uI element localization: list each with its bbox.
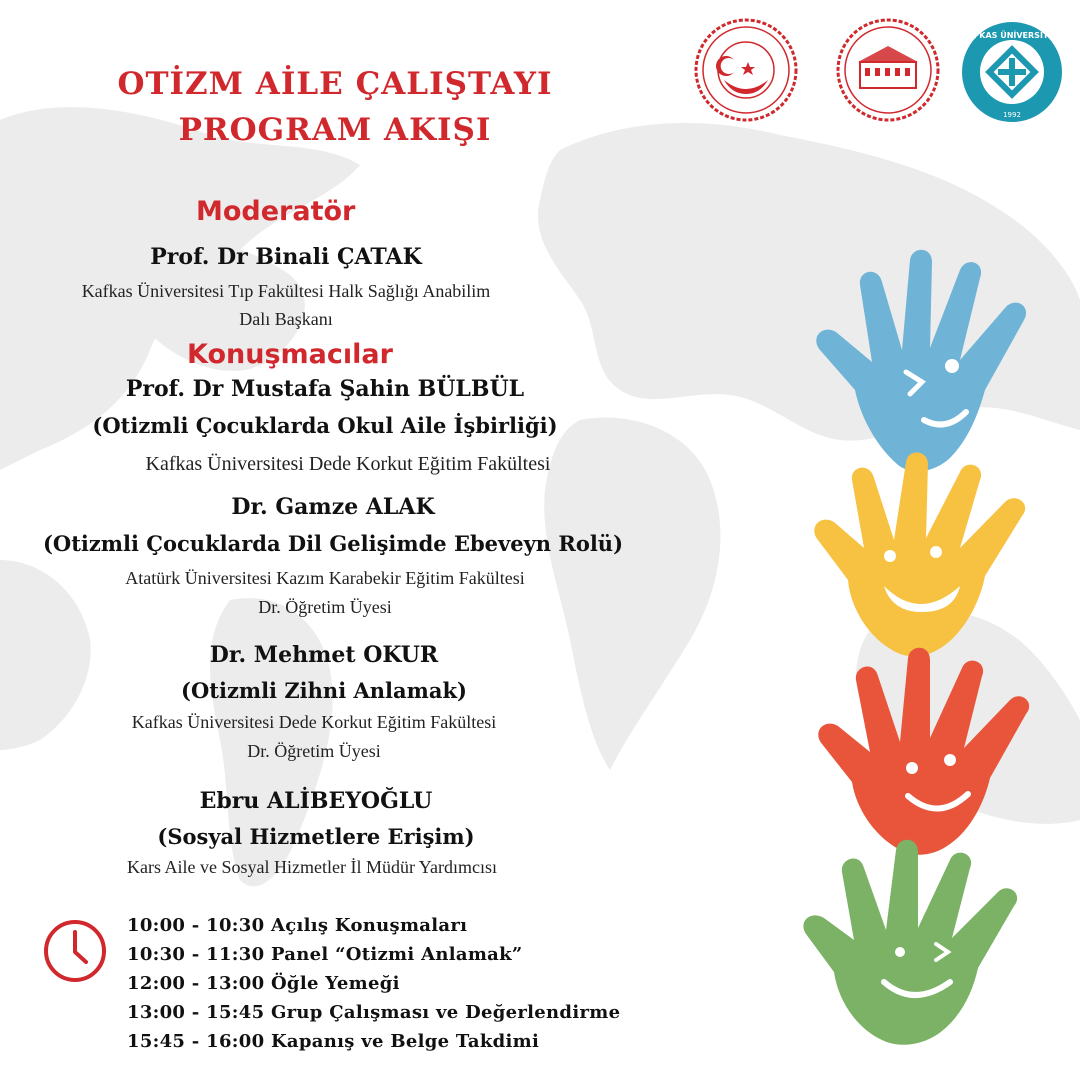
kafkas-logo-year: 1992 (1003, 111, 1021, 119)
kars-valiligi-logo (832, 14, 944, 126)
orange-hand (818, 648, 1029, 855)
blue-hand (816, 250, 1026, 472)
moderator-affiliation: Kafkas Üniversitesi Tıp Fakültesi Halk Sağlığı Anabilim (81, 281, 491, 301)
speaker-name: Dr. Gamze ALAK (231, 494, 435, 520)
speaker-topic: (Otizmli Çocuklarda Okul Aile İşbirliği) (92, 413, 558, 438)
speaker-topic: (Otizmli Zihni Anlamak) (181, 678, 467, 703)
page-subtitle: PROGRAM AKIŞI (178, 112, 492, 148)
kafkas-universitesi-logo (958, 18, 1066, 126)
moderator-affiliation-2: Dalı Başkanı (239, 309, 333, 329)
clock-icon (42, 918, 108, 984)
aile-sosyal-hizmetler-logo (690, 14, 802, 126)
speaker-name: Dr. Mehmet OKUR (209, 642, 439, 668)
schedule-item: 15:45 - 16:00 Kapanış ve Belge Takdimi (127, 1031, 540, 1052)
speaker-name: Ebru ALİBEYOĞLU (199, 788, 433, 814)
schedule-item: 13:00 - 15:45 Grup Çalışması ve Değerlendirme (127, 1002, 621, 1023)
speaker-affiliation: Kafkas Üniversitesi Dede Korkut Eğitim Fakültesi (131, 712, 497, 732)
speaker-affiliation-2: Dr. Öğretim Üyesi (247, 741, 381, 761)
speaker-name: Prof. Dr Mustafa Şahin BÜLBÜL (125, 376, 525, 402)
kafkas-logo-ring-text: KAFKAS ÜNİVERSİTESİ (961, 31, 1063, 40)
schedule-item: 12:00 - 13:00 Öğle Yemeği (127, 973, 400, 994)
yellow-hand (814, 452, 1025, 656)
speaker-affiliation: Kars Aile ve Sosyal Hizmetler İl Müdür Yardımcısı (127, 857, 497, 877)
schedule-item: 10:00 - 10:30 Açılış Konuşmaları (127, 915, 468, 936)
speakers-heading: Konuşmacılar (187, 339, 393, 370)
moderator-name: Prof. Dr Binali ÇATAK (150, 244, 422, 270)
speaker-affiliation: Kafkas Üniversitesi Dede Korkut Eğitim Fakültesi (145, 453, 551, 475)
speaker-topic: (Otizmli Çocuklarda Dil Gelişimde Ebeveyn Rolü) (42, 531, 624, 556)
moderator-heading: Moderatör (196, 196, 356, 227)
hands-illustration (800, 240, 1080, 1060)
speaker-topic: (Sosyal Hizmetlere Erişim) (157, 824, 475, 849)
page-title: OTİZM AİLE ÇALIŞTAYI (117, 66, 553, 102)
speaker-affiliation: Atatürk Üniversitesi Kazım Karabekir Eğitim Fakültesi (125, 568, 525, 588)
speaker-affiliation-2: Dr. Öğretim Üyesi (258, 597, 392, 617)
schedule-item: 10:30 - 11:30 Panel “Otizmi Anlamak” (127, 944, 523, 965)
green-hand (803, 840, 1017, 1045)
